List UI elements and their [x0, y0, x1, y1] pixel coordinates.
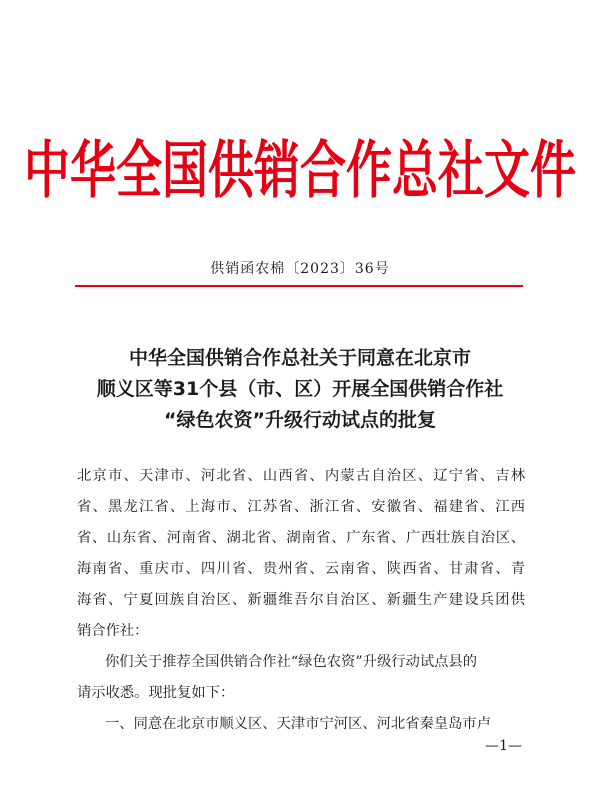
page-number: —1— [485, 738, 522, 754]
paragraph-line: 请示收悉。现批复如下： [77, 685, 235, 701]
addressee-line: 省、黑龙江省、上海市、江苏省、浙江省、安徽省、福建省、江西 [77, 499, 525, 515]
addressee-line: 海南省、重庆市、四川省、贵州省、云南省、陕西省、甘肃省、青 [77, 561, 525, 577]
document-title [0, 343, 600, 436]
addressee-line: 销合作社： [77, 623, 149, 639]
title-line: 中华全国供销合作总社关于同意在北京市 [128, 347, 471, 369]
addressee-line: 省、山东省、河南省、湖北省、湖南省、广东省、广西壮族自治区、 [77, 530, 525, 546]
addressee-line: 北京市、天津市、河北省、山西省、内蒙古自治区、辽宁省、吉林 [77, 468, 525, 484]
addressee-line: 海省、宁夏回族自治区、新疆维吾尔自治区、新疆生产建设兵团供 [77, 592, 525, 608]
paragraph-line: 你们关于推荐全国供销合作社“绿色农资”升级行动试点县的 [105, 654, 478, 670]
title-line: “绿色农资”升级行动试点的批复 [164, 409, 436, 431]
document-number: 供销函农棉〔2023〕36号 [210, 261, 390, 277]
masthead-title: 中华全国供销合作总社文件 [24, 133, 576, 207]
paragraph-line: 一、同意在北京市顺义区、天津市宁河区、河北省秦皇岛市卢 [105, 716, 492, 732]
document-body [77, 461, 525, 740]
red-divider-line [75, 285, 523, 287]
title-line: 顺义区等31个县（市、区）开展全国供销合作社 [96, 378, 504, 400]
